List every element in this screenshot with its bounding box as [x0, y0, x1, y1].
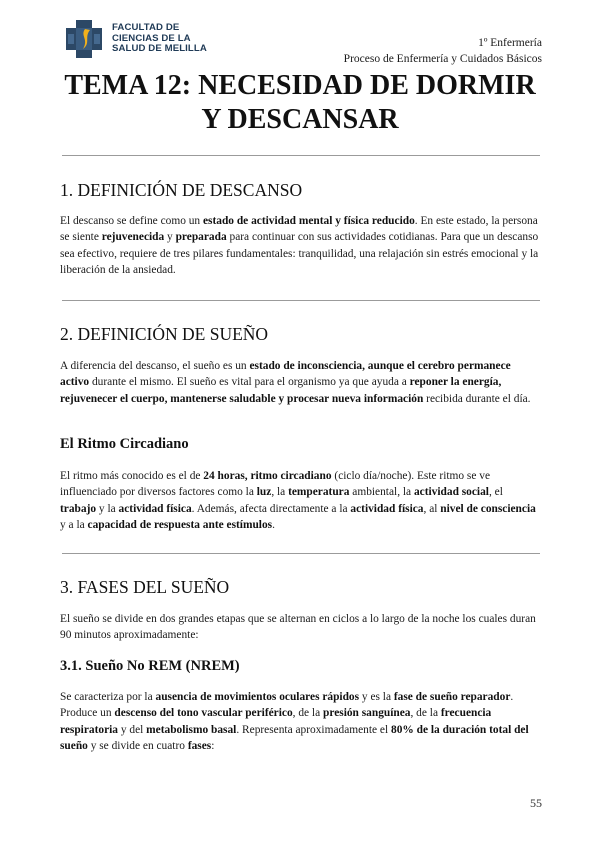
text-run: y a la	[60, 519, 88, 532]
bold-text: capacidad de respuesta ante estímulos	[87, 519, 273, 532]
bold-text: preparada	[175, 231, 227, 244]
bold-text: descenso del tono vascular periférico	[114, 707, 293, 720]
section-3-heading: 3. FASES DEL SUEÑO	[60, 577, 230, 597]
text-run: recibida durante el día.	[423, 392, 531, 405]
bold-text: frecuencia respiratoria	[60, 707, 492, 736]
circadian-subheading: El Ritmo Circadiano	[60, 436, 189, 452]
bold-text: 80% de la duración total del sueño	[60, 723, 529, 753]
bold-text: temperatura	[288, 486, 350, 499]
text-run: y	[164, 231, 176, 244]
text-run: , al	[423, 502, 441, 515]
text-run: y la	[96, 502, 119, 515]
faculty-logo	[66, 20, 207, 58]
bold-text: actividad física	[118, 502, 192, 515]
divider	[62, 155, 540, 156]
text-run: y del	[118, 723, 147, 736]
text-run: Se caracteriza por la	[60, 691, 156, 703]
text-run: .	[272, 519, 275, 532]
bold-text: trabajo	[60, 502, 97, 515]
bold-text: estado de inconsciencia, aunque el cerebro permanece activo	[60, 360, 511, 389]
text-run: , la	[271, 486, 289, 499]
text-run: . En este estado, la persona se siente	[60, 215, 538, 244]
section-1-paragraph	[60, 213, 541, 279]
text-run: , el	[488, 486, 503, 499]
bold-text: rejuvenecida	[101, 231, 165, 244]
bold-text: fases	[187, 740, 212, 753]
bold-text: actividad física	[350, 502, 424, 515]
bold-text: ausencia de movimientos oculares rápidos	[155, 691, 360, 703]
faculty-logo-icon	[66, 20, 102, 58]
text-run: y es la	[359, 691, 394, 703]
text-run: A diferencia del descanso, el sueño es un	[60, 360, 250, 372]
bold-text: fase de sueño reparador	[393, 691, 511, 703]
text-run: El descanso se define como un	[60, 215, 203, 227]
text-run: ambiental, la	[349, 486, 414, 499]
title-line-1: TEMA 12: NECESIDAD DE DORMIR	[64, 70, 536, 101]
logo-line-3: SALUD DE MELILLA	[112, 43, 207, 55]
section-1-heading: 1. DEFINICIÓN DE DESCANSO	[60, 180, 303, 200]
text-run: . Además, afecta directamente a la	[191, 502, 351, 515]
text-run: y se divide en cuatro	[87, 740, 188, 753]
section-2-heading: 2. DEFINICIÓN DE SUEÑO	[60, 324, 269, 344]
text-run: El ritmo más conocido es el de	[60, 470, 204, 482]
section-3-paragraph	[60, 611, 541, 644]
section-2-paragraph	[60, 358, 541, 407]
text-run: , de la	[410, 707, 441, 720]
header-course-info	[344, 35, 542, 67]
logo-line-1: FACULTAD DE	[112, 22, 180, 34]
text-run: . Representa aproximadamente el	[236, 723, 392, 736]
page-title	[40, 69, 560, 137]
bold-text: luz	[256, 486, 272, 499]
bold-text: estado de actividad mental y física reducido	[202, 215, 415, 227]
nrem-subheading: 3.1. Sueño No REM (NREM)	[60, 658, 240, 674]
text-run: para continuar con sus actividades cotidianas. Para que un descanso sea efectivo, requiere de tres pilares fundamentales: tranquilidad, una relajación sin estrés emocional y la liberación de la ansiedad.	[60, 231, 539, 277]
bold-text: nivel de consciencia	[440, 502, 536, 515]
bold-text: metabolismo basal	[146, 723, 237, 736]
subject-label: Proceso de Enfermería y Cuidados Básicos	[343, 53, 542, 65]
circadian-paragraph	[60, 468, 541, 534]
bold-text: reponer la energía, rejuvenecer el cuerpo, mantenerse saludable y procesar nueva información	[60, 376, 502, 405]
text-run: :	[211, 740, 215, 753]
page-number: 55	[530, 796, 542, 810]
divider	[62, 300, 540, 301]
text-run: , de la	[292, 707, 324, 720]
logo-text	[112, 23, 207, 55]
divider	[62, 553, 540, 554]
bold-text: 24 horas, ritmo circadiano	[203, 470, 332, 482]
course-label: 1º Enfermería	[478, 37, 542, 49]
title-line-2: Y DESCANSAR	[201, 104, 399, 135]
text-run: El sueño se divide en dos grandes etapas que se alternan en ciclos a lo largo de la noche los cuales duran 90 minutos aproximadamente:	[60, 613, 536, 642]
text-run: . Produce un	[60, 691, 514, 720]
text-run: (ciclo día/noche). Este ritmo se ve influenciado por diversos factores como la	[60, 470, 491, 499]
nrem-paragraph	[60, 689, 541, 755]
bold-text: presión sanguínea	[323, 707, 411, 720]
text-run: durante el mismo. El sueño es vital para el organismo ya que ayuda a	[89, 376, 410, 389]
logo-line-2: CIENCIAS DE LA	[112, 32, 191, 44]
bold-text: actividad social	[413, 486, 489, 499]
